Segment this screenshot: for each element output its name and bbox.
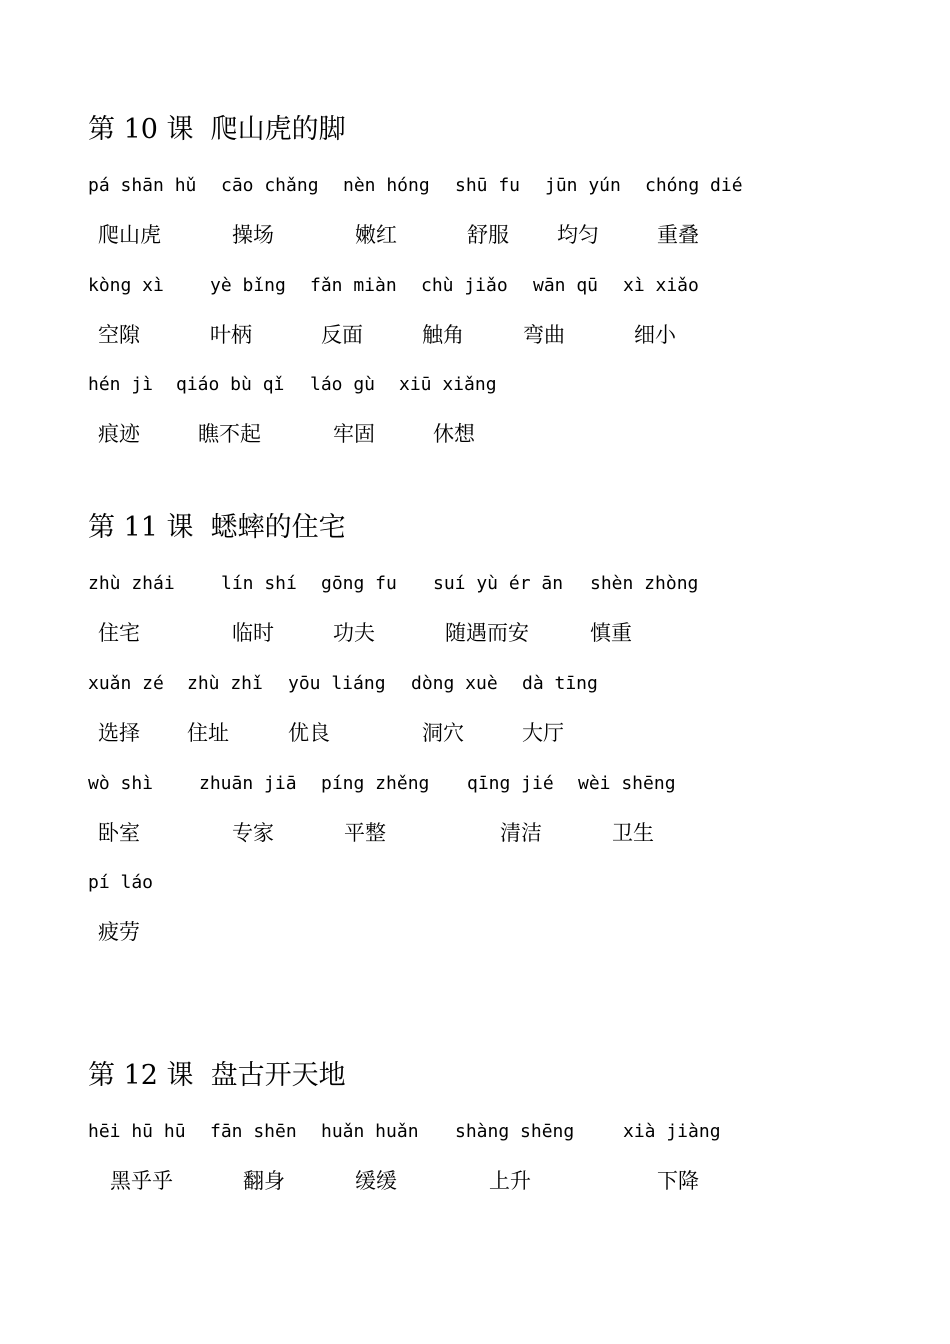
- pinyin-label: chù jiǎo: [421, 275, 508, 296]
- hanzi-word: 下降: [657, 1169, 699, 1193]
- pinyin-label: yōu liáng: [288, 673, 386, 694]
- pinyin-label: xuǎn zé: [88, 673, 164, 694]
- pinyin-label: wān qū: [533, 275, 599, 296]
- pinyin-label: xì xiǎo: [623, 275, 699, 296]
- pinyin-label: huǎn huǎn: [321, 1121, 419, 1142]
- pinyin-label: suí yù ér ān: [433, 573, 564, 594]
- pinyin-label: láo gù: [310, 374, 376, 395]
- pinyin-label: chóng dié: [645, 175, 743, 196]
- hanzi-word: 疲劳: [98, 920, 140, 944]
- hanzi-word: 牢固: [333, 422, 375, 446]
- pinyin-label: gōng fu: [321, 573, 397, 594]
- pinyin-label: pá shān hǔ: [88, 175, 197, 196]
- lesson-10-title: 第 10 课 爬山虎的脚: [88, 114, 346, 145]
- pinyin-label: shàng shēng: [455, 1121, 575, 1142]
- hanzi-word: 叶柄: [210, 323, 252, 347]
- pinyin-label: fān shēn: [210, 1121, 297, 1142]
- lesson-12-title: 第 12 课 盘古开天地: [88, 1060, 346, 1091]
- hanzi-word: 空隙: [98, 323, 140, 347]
- hanzi-word: 功夫: [333, 621, 375, 645]
- pinyin-label: zhù zhái: [88, 573, 175, 594]
- pinyin-label: fǎn miàn: [310, 275, 397, 296]
- pinyin-label: yè bǐng: [210, 275, 286, 296]
- hanzi-word: 嫩红: [355, 223, 397, 247]
- hanzi-word: 休想: [433, 422, 475, 446]
- hanzi-word: 弯曲: [523, 323, 565, 347]
- pinyin-label: dà tīng: [522, 673, 598, 694]
- pinyin-label: hēi hū hū: [88, 1121, 186, 1142]
- hanzi-word: 平整: [344, 821, 386, 845]
- hanzi-word: 爬山虎: [98, 223, 161, 247]
- hanzi-word: 痕迹: [98, 422, 140, 446]
- hanzi-word: 重叠: [657, 223, 699, 247]
- hanzi-word: 细小: [634, 323, 676, 347]
- pinyin-label: xià jiàng: [623, 1121, 721, 1142]
- hanzi-word: 瞧不起: [198, 422, 261, 446]
- hanzi-word: 随遇而安: [445, 621, 529, 645]
- hanzi-word: 卫生: [612, 821, 654, 845]
- pinyin-label: wèi shēng: [578, 773, 676, 794]
- hanzi-word: 触角: [422, 323, 464, 347]
- hanzi-word: 慎重: [590, 621, 632, 645]
- hanzi-word: 选择: [98, 721, 140, 745]
- pinyin-label: qiáo bù qǐ: [176, 374, 285, 395]
- hanzi-word: 住址: [187, 721, 229, 745]
- hanzi-word: 临时: [232, 621, 274, 645]
- hanzi-word: 舒服: [467, 223, 509, 247]
- hanzi-word: 清洁: [500, 821, 542, 845]
- pinyin-label: hén jì: [88, 374, 154, 395]
- pinyin-label: jūn yún: [545, 175, 621, 196]
- hanzi-word: 优良: [288, 721, 330, 745]
- hanzi-word: 上升: [489, 1169, 531, 1193]
- hanzi-word: 翻身: [243, 1169, 285, 1193]
- pinyin-label: zhù zhǐ: [187, 673, 263, 694]
- hanzi-word: 专家: [232, 821, 274, 845]
- pinyin-label: xiū xiǎng: [399, 374, 497, 395]
- hanzi-word: 均匀: [557, 223, 599, 247]
- pinyin-label: zhuān jiā: [199, 773, 297, 794]
- pinyin-label: dòng xuè: [411, 673, 498, 694]
- pinyin-label: píng zhěng: [321, 773, 430, 794]
- pinyin-label: cāo chǎng: [221, 175, 319, 196]
- pinyin-label: pí láo: [88, 872, 154, 893]
- hanzi-word: 黑乎乎: [110, 1169, 173, 1193]
- hanzi-word: 大厅: [522, 721, 564, 745]
- lesson-11-title: 第 11 课 蟋蟀的住宅: [88, 512, 346, 543]
- pinyin-label: lín shí: [221, 573, 297, 594]
- hanzi-word: 反面: [321, 323, 363, 347]
- hanzi-word: 洞穴: [422, 721, 464, 745]
- pinyin-label: shū fu: [455, 175, 521, 196]
- pinyin-label: nèn hóng: [343, 175, 430, 196]
- pinyin-label: qīng jié: [467, 773, 554, 794]
- hanzi-word: 缓缓: [355, 1169, 397, 1193]
- pinyin-label: kòng xì: [88, 275, 164, 296]
- hanzi-word: 住宅: [98, 621, 140, 645]
- pinyin-label: shèn zhòng: [590, 573, 699, 594]
- hanzi-word: 卧室: [98, 821, 140, 845]
- hanzi-word: 操场: [232, 223, 274, 247]
- pinyin-label: wò shì: [88, 773, 154, 794]
